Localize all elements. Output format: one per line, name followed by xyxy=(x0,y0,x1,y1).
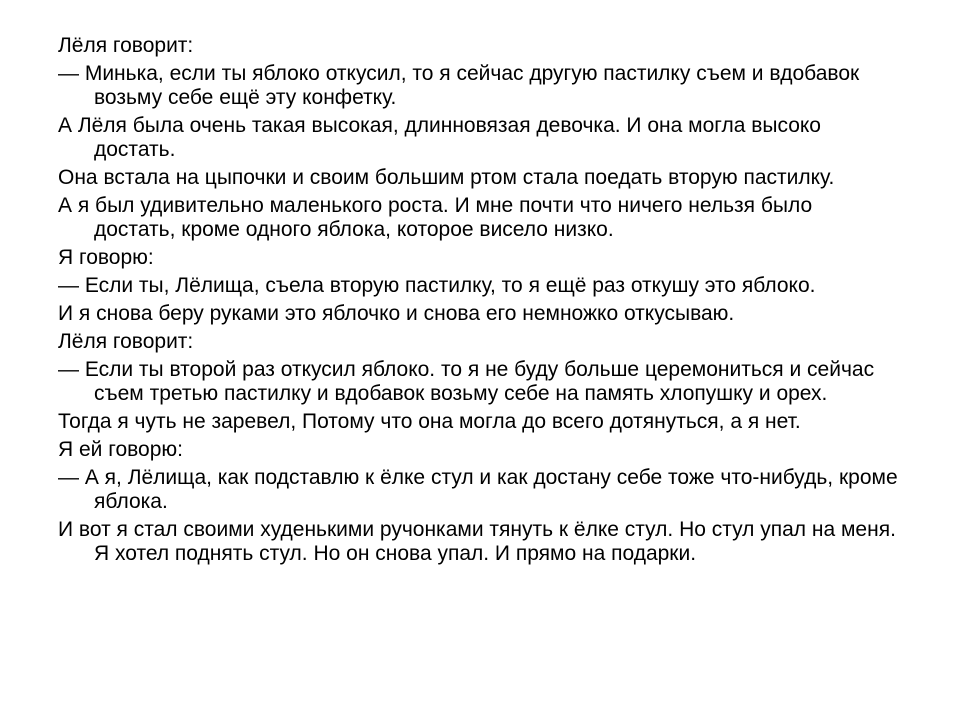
paragraph: Лёля говорит: xyxy=(58,34,194,57)
paragraph: Я говорю: xyxy=(58,246,154,269)
paragraph: А я был удивительно маленького роста. И мне почти что ничего нельзя было достать, кроме одного яблока, которое висело низко. xyxy=(58,194,813,241)
paragraph: — Если ты, Лёлища, съела вторую пастилку, то я ещё раз откушу это яблоко. xyxy=(58,274,816,297)
paragraph: И я снова беру руками это яблочко и снова его немножко откусываю. xyxy=(58,302,735,325)
paragraph: Она встала на цыпочки и своим большим ртом стала поедать вторую пастилку. xyxy=(58,166,835,189)
paragraph: И вот я стал своими худенькими ручонками тянуть к ёлке стул. Но стул упал на меня. Я хотел поднять стул. Но он снова упал. И прямо на подарки. xyxy=(58,518,896,565)
paragraph: — Минька, если ты яблоко откусил, то я сейчас другую пастилку съем и вдобавок возьму себе ещё эту конфетку. xyxy=(58,62,860,109)
paragraph: Лёля говорит: xyxy=(58,330,194,353)
paragraph: А Лёля была очень такая высокая, длинновязая девочка. И она могла высоко достать. xyxy=(58,114,821,161)
paragraph: Тогда я чуть не заревел, Потому что она могла до всего дотянуться, а я нет. xyxy=(58,410,801,433)
paragraph: Я ей говорю: xyxy=(58,438,183,461)
text-body xyxy=(58,34,898,570)
paragraph: — Если ты второй раз откусил яблоко. то я не буду больше церемониться и сейчас съем третью пастилку и вдобавок возьму себе на память хлопушку и орех. xyxy=(58,358,875,405)
paragraph: — А я, Лёлища, как подставлю к ёлке стул и как достану себе тоже что-нибудь, кроме яблока. xyxy=(58,466,898,513)
